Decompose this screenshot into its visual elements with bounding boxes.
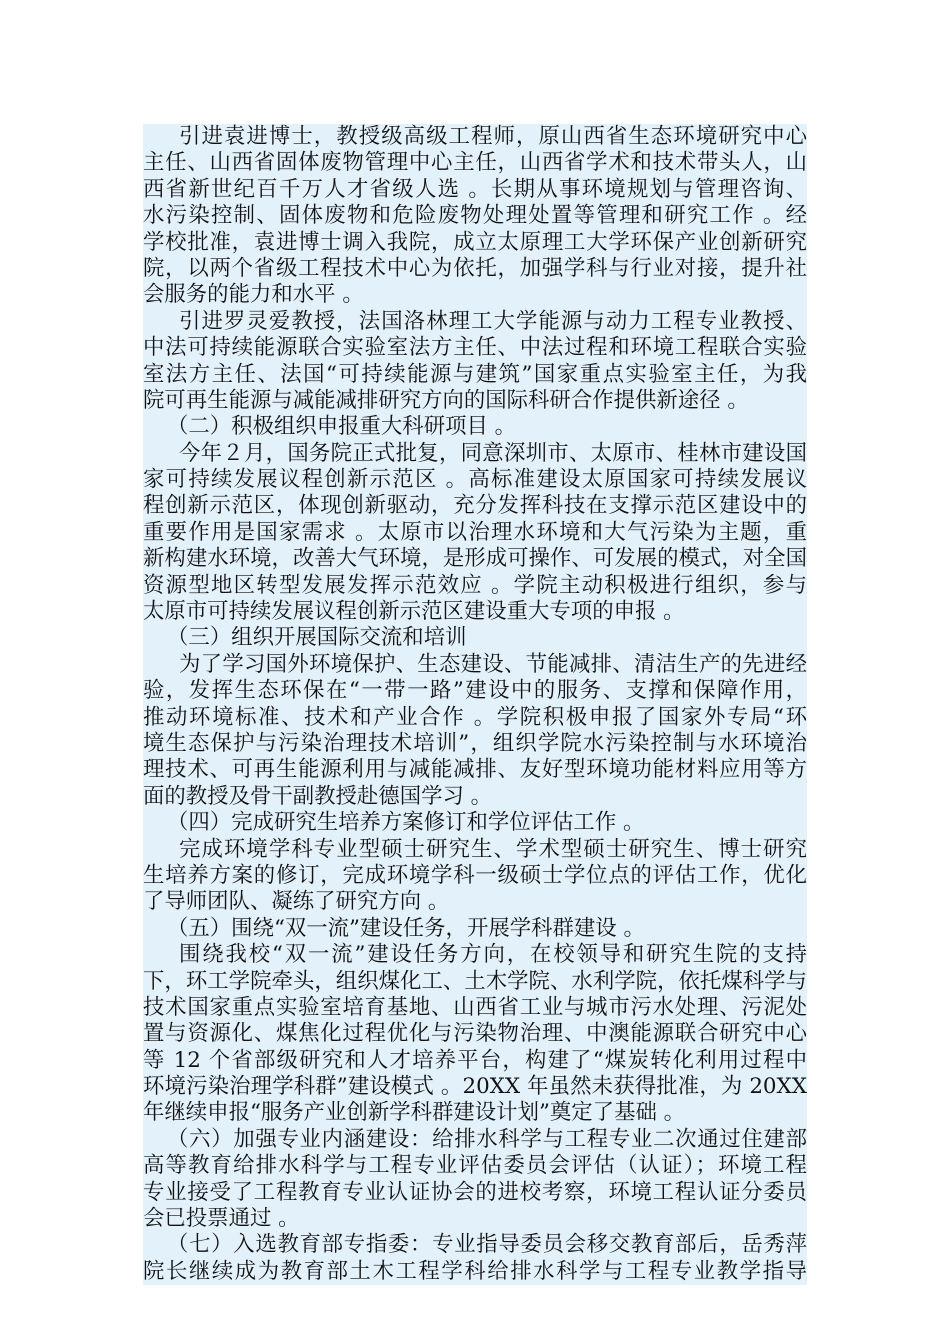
text-line: （七）入选教育部专指委：专业指导委员会移交教育部后，岳秀萍 bbox=[167, 1232, 807, 1258]
text-line: 等 12 个省部级研究和人才培养平台，构建了“煤炭转化利用过程中 bbox=[143, 1047, 807, 1073]
text-line: 下，环工学院牵头，组织煤化工、土木学院、水利学院，依托煤科学与 bbox=[143, 968, 807, 994]
text-line: 引进袁进博士，教授级高级工程师，原山西省生态环境研究中心 bbox=[179, 124, 807, 149]
text-line: 重要作用是国家需求 。太原市以治理水环境和大气污染为主题，重 bbox=[143, 519, 807, 545]
text-line: 新构建水环境，改善大气环境，是形成可操作、可发展的模式，对全国 bbox=[143, 546, 807, 572]
text-line: 学校批准，袁进博士调入我院，成立太原理工大学环保产业创新研究 bbox=[143, 229, 807, 255]
text-line: （四）完成研究生培养方案修订和学位评估工作 。 bbox=[167, 810, 645, 836]
text-line: 专业接受了工程教育专业认证协会的进校考察，环境工程认证分委员 bbox=[143, 1179, 807, 1205]
text-line: 今年２月，国务院正式批复，同意深圳市、太原市、桂林市建设国 bbox=[179, 440, 807, 466]
text-line: 院，以两个省级工程技术中心为依托，加强学科与行业对接，提升社 bbox=[143, 255, 807, 281]
text-line: 引进罗灵爱教授，法国洛林理工大学能源与动力工程专业教授、 bbox=[179, 308, 807, 334]
text-line: 院可再生能源与减能减排研究方向的国际科研合作提供新途径 。 bbox=[143, 387, 749, 413]
text-line: 会已投票通过 。 bbox=[143, 1206, 300, 1232]
text-line: 程创新示范区，体现创新驱动，充分发挥科技在支撑示范区建设中的 bbox=[143, 493, 807, 519]
text-line: 年继续申报“服务产业创新学科群建设计划”奠定了基础 。 bbox=[143, 1100, 686, 1126]
body-text bbox=[143, 124, 807, 1285]
text-line: 推动环境标准、技术和产业合作 。学院积极申报了国家外专局“环 bbox=[143, 704, 807, 730]
text-line: 技术国家重点实验室培育基地、山西省工业与城市污水处理、污泥处 bbox=[143, 994, 807, 1020]
text-line: 资源型地区转型发展发挥示范效应 。学院主动积极进行组织，参与 bbox=[143, 572, 807, 598]
text-line: 家可持续发展议程创新示范区 。高标准建设太原国家可持续发展议 bbox=[143, 467, 807, 493]
text-line: 水污染控制、固体废物和危险废物处理处置等管理和研究工作 。经 bbox=[143, 203, 807, 229]
text-line: 围绕我校“双一流”建设任务方向，在校领导和研究生院的支持 bbox=[179, 942, 807, 968]
text-line: 境生态保护与污染治理技术培训”，组织学院水污染控制与水环境治 bbox=[143, 730, 807, 756]
text-line: （五）围绕“双一流”建设任务，开展学科群建设 。 bbox=[167, 915, 645, 941]
text-line: 院长继续成为教育部土木工程学科给排水科学与工程专业教学指导 bbox=[143, 1258, 807, 1284]
text-line: 面的教授及骨干副教授赴德国学习 。 bbox=[143, 783, 493, 809]
text-line: 生培养方案的修订，完成环境学科一级硕士学位点的评估工作，优化 bbox=[143, 862, 807, 888]
text-line: 验，发挥生态环保在“一带一路”建设中的服务、支撑和保障作用， bbox=[143, 678, 807, 704]
text-line: 了导师团队、凝练了研究方向 。 bbox=[143, 889, 450, 915]
text-line: 理技术、可再生能源利用与减能减排、友好型环境功能材料应用等方 bbox=[143, 757, 807, 783]
text-line: 完成环境学科专业型硕士研究生、学术型硕士研究生、博士研究 bbox=[179, 836, 807, 862]
text-line: 主任、山西省固体废物管理中心主任，山西省学术和技术带头人，山 bbox=[143, 150, 807, 176]
text-line: 西省新世纪百千万人才省级人选 。长期从事环境规划与管理咨询、 bbox=[143, 176, 807, 202]
text-line: 室法方主任、法国“可持续能源与建筑”国家重点实验室主任，为我 bbox=[143, 361, 807, 387]
text-line: 高等教育给排水科学与工程专业评估委员会评估（认证）；环境工程 bbox=[143, 1153, 807, 1179]
text-line: 为了学习国外环境保护、生态建设、节能减排、清洁生产的先进经 bbox=[179, 651, 807, 677]
text-line: （三）组织开展国际交流和培训 bbox=[167, 625, 467, 651]
text-line: （六）加强专业内涵建设：给排水科学与工程专业二次通过住建部 bbox=[167, 1126, 807, 1152]
text-line: 太原市可持续发展议程创新示范区建设重大专项的申报 。 bbox=[143, 599, 685, 625]
text-line: 中法可持续能源联合实验室法方主任、中法过程和环境工程联合实验 bbox=[143, 335, 807, 361]
text-line: 环境污染治理学科群”建设模式 。20XX 年虽然未获得批准，为 20XX bbox=[143, 1074, 807, 1100]
text-line: （二）积极组织申报重大科研项目 。 bbox=[167, 414, 517, 440]
text-line: 置与资源化、煤焦化过程优化与污染物治理、中澳能源联合研究中心 bbox=[143, 1021, 807, 1047]
text-line: 会服务的能力和水平 。 bbox=[143, 282, 364, 308]
